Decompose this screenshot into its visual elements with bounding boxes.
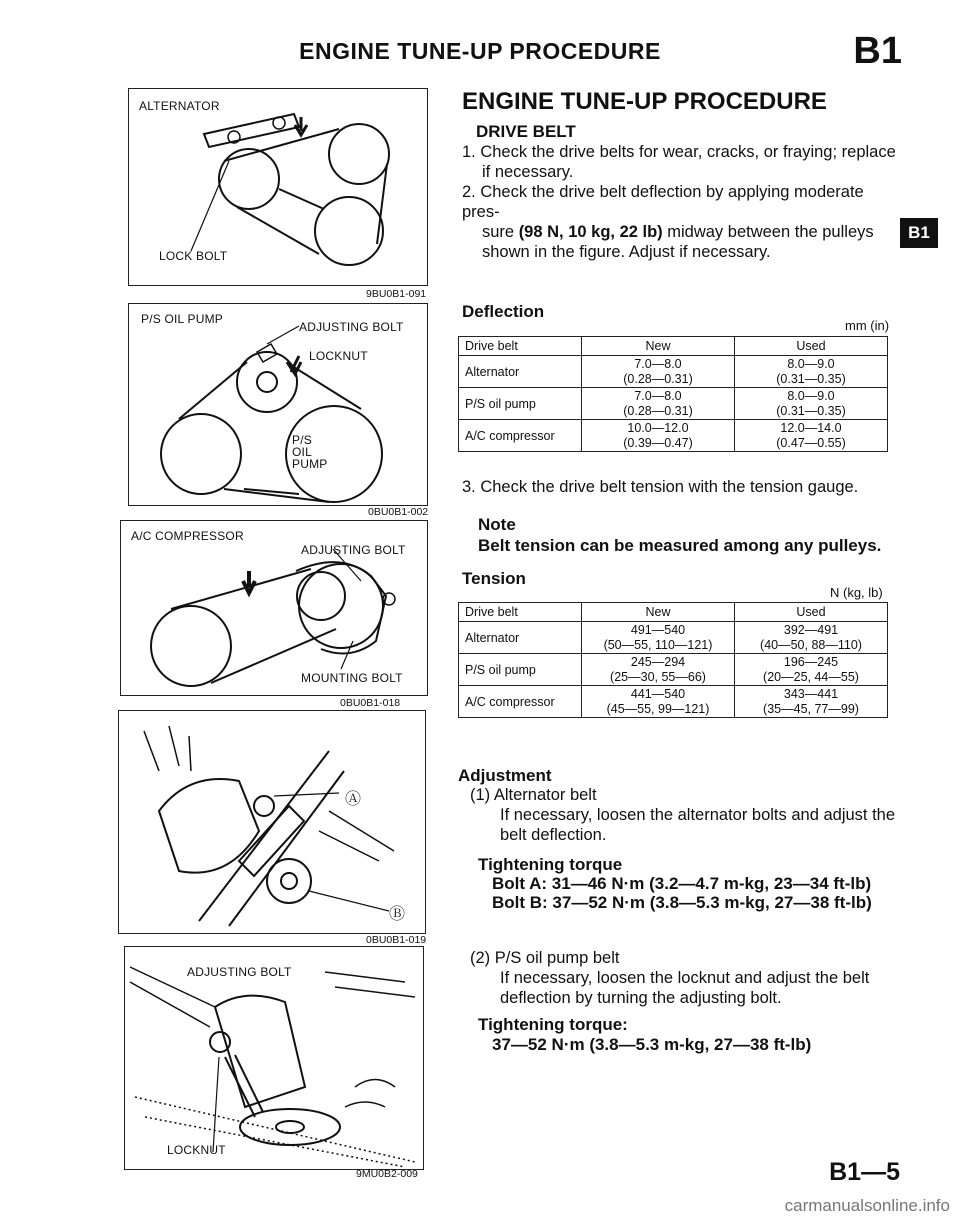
table-row: P/S oil pump 245—294 (25—30, 55—66) 196—245 (20—25, 44—55) xyxy=(459,654,888,686)
table-header-row: Drive belt New Used xyxy=(459,337,888,356)
deflection-title: Deflection xyxy=(462,302,545,321)
watermark: carmanualsonline.info xyxy=(784,1196,950,1215)
step-1: 1. Check the drive belts for wear, cracks, or fraying; replace if necessary. xyxy=(462,143,896,181)
figure-code: 9MU0B2-009 xyxy=(356,1168,418,1180)
table-row: A/C compressor 10.0—12.0 (0.39—0.47) 12.0—14.0 (0.47—0.55) xyxy=(459,420,888,452)
figure-label: ALTERNATOR xyxy=(139,99,220,113)
callout-a: Ⓐ xyxy=(345,791,362,808)
adjuster-bracket xyxy=(204,114,299,147)
figure-label: P/S OIL PUMP xyxy=(141,312,223,326)
figure-code: 0BU0B1-019 xyxy=(366,934,427,946)
figure-label: ADJUSTING BOLT xyxy=(301,543,406,557)
drive-belt xyxy=(179,362,361,502)
figure-code: 0BU0B1-018 xyxy=(340,697,401,709)
note-title: Note xyxy=(478,515,516,534)
alternator-bolts-illustration xyxy=(119,711,425,933)
table-row: Alternator 491—540 (50—55, 110—121) 392—491 (40—50, 88—110) xyxy=(459,622,888,654)
drive-belt xyxy=(224,129,387,254)
figure-code: 9BU0B1-091 xyxy=(366,288,427,300)
leader-line xyxy=(191,161,229,251)
figure-label: LOCKNUT xyxy=(167,1143,226,1157)
page-header-title: ENGINE TUNE-UP PROCEDURE xyxy=(299,38,661,64)
table-row: Alternator 7.0—8.0 (0.28—0.31) 8.0—9.0 (0.31—0.35) xyxy=(459,356,888,388)
figure-label: ADJUSTING BOLT xyxy=(187,965,292,979)
figure-ps-adjusting-bolt xyxy=(124,946,424,1170)
torque-block-1: Tightening torque Bolt A: 31—46 N·m (3.2—4.7 m-kg, 23—34 ft-lb) Bolt B: 37—52 N·m (3.8—5.3 m-kg, 27—38 ft-lb) xyxy=(478,855,872,912)
figure-alternator xyxy=(128,88,428,286)
section-code: B1 xyxy=(853,30,902,72)
tension-title: Tension xyxy=(462,569,526,588)
figure-label: P/S OIL PUMP xyxy=(292,433,328,471)
torque-block-2: Tightening torque: 37—52 N·m (3.8—5.3 m-kg, 27—38 ft-lb) xyxy=(478,1015,812,1054)
lower-pulley xyxy=(315,197,383,265)
adjustment-item-2: (2) P/S oil pump belt If necessary, loosen the locknut and adjust the belt deflection by turning the adjusting bolt. xyxy=(470,949,870,1007)
page-number: B1—5 xyxy=(829,1158,900,1186)
callout-b: Ⓑ xyxy=(389,906,406,923)
table-row: P/S oil pump 7.0—8.0 (0.28—0.31) 8.0—9.0 (0.31—0.35) xyxy=(459,388,888,420)
note-text: Belt tension can be measured among any pulleys. xyxy=(478,536,882,555)
section-heading: ENGINE TUNE-UP PROCEDURE xyxy=(462,88,827,115)
deflection-table xyxy=(458,336,888,452)
step-2: 2. Check the drive belt deflection by applying moderate pres- sure (98 N, 10 kg, 22 lb) midway between the pulleys shown in the figure. Adjust if necessary. xyxy=(462,183,874,261)
adjustment-item-1: (1) Alternator belt If necessary, loosen the alternator bolts and adjust the belt deflection. xyxy=(470,786,896,844)
table-header-row: Drive belt New Used xyxy=(459,603,888,622)
ps-oil-pump-illustration xyxy=(129,304,427,505)
figure-label: MOUNTING BOLT xyxy=(301,671,403,685)
step-3: 3. Check the drive belt tension with the tension gauge. xyxy=(462,478,859,496)
figure-label: LOCK BOLT xyxy=(159,249,228,263)
figure-label: ADJUSTING BOLT xyxy=(299,320,404,334)
figure-alternator-bolts xyxy=(118,710,426,934)
crank-pulley xyxy=(329,124,389,184)
deflection-unit: mm (in) xyxy=(845,318,890,333)
ps-adjusting-bolt-illustration xyxy=(125,947,423,1169)
adjustment-title: Adjustment xyxy=(458,766,552,785)
figure-code: 0BU0B1-002 xyxy=(368,506,429,518)
tension-unit: N (kg, lb) xyxy=(830,585,883,600)
subheading-drive-belt: DRIVE BELT xyxy=(476,122,576,141)
table-row: A/C compressor 441—540 (45—55, 99—121) 343—441 (35—45, 77—99) xyxy=(459,686,888,718)
arrow-icon xyxy=(243,571,255,593)
section-tab: B1 xyxy=(900,218,938,248)
tension-table xyxy=(458,602,888,718)
figure-label: A/C COMPRESSOR xyxy=(131,529,244,543)
figure-ac-compressor xyxy=(120,520,428,696)
alternator-pulley xyxy=(219,149,279,209)
figure-label: LOCKNUT xyxy=(309,349,368,363)
figure-ps-oil-pump xyxy=(128,303,428,506)
